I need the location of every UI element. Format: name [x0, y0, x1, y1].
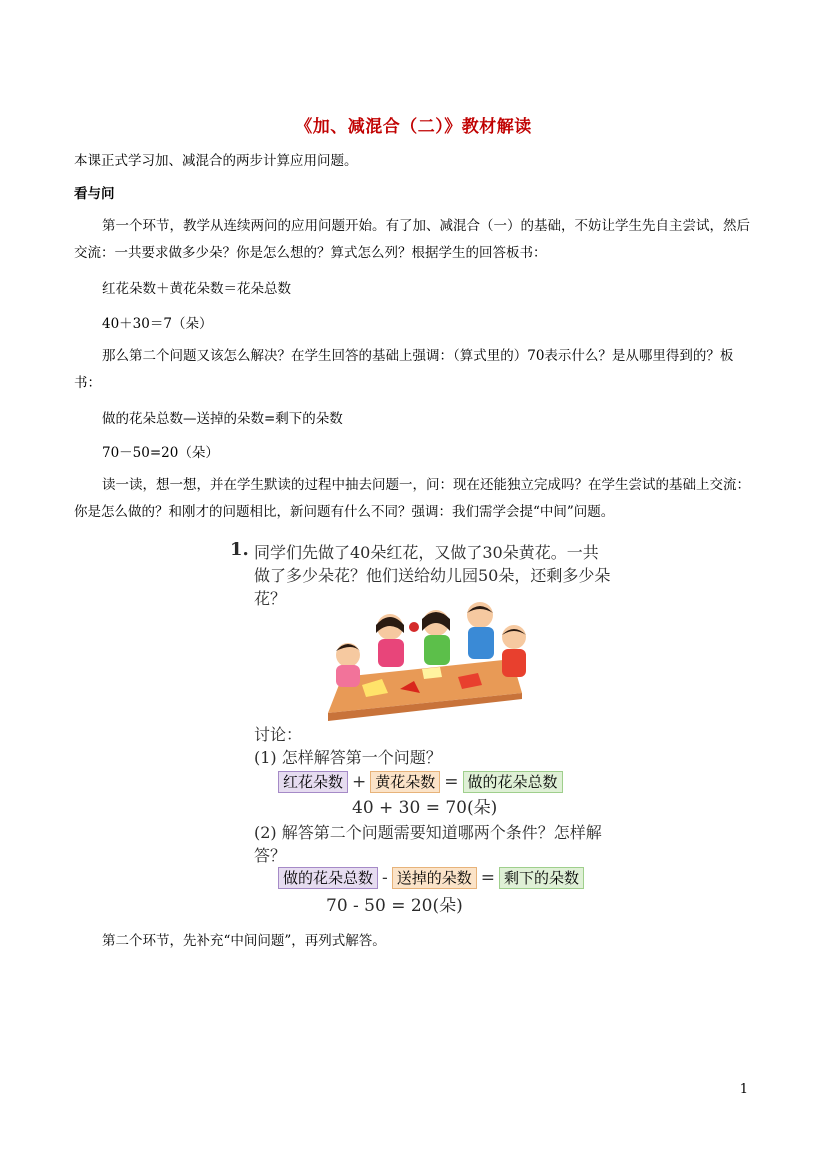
eq2-equals: = [480, 868, 496, 888]
eq1-term-total-flowers: 做的花朵总数 [463, 771, 563, 793]
paragraph-8: 第二个环节，先补充“中间问题”，再列式解答。 [102, 933, 386, 949]
eq2-minus: - [382, 868, 388, 888]
eq1-plus: + [352, 772, 367, 792]
page-number: 1 [739, 1082, 748, 1097]
eq1-term-red-flowers: 红花朵数 [278, 771, 348, 793]
calculation-1: 40 + 30 = 70(朵) [352, 798, 498, 818]
paragraph-5: 做的花朵总数—送掉的朵数=剩下的朵数 [102, 411, 343, 427]
eq2-term-given-away: 送掉的朵数 [392, 867, 477, 889]
paragraph-1: 第一个环节，教学从连续两问的应用问题开始。有了加、减混合（一）的基础，不妨让学生先自主尝试，然后交流：一共要求做多少朵？你是怎么想的？算式怎么列？根据学生的回答板书： [74, 218, 750, 261]
paragraph-3: 40＋30＝7（朵） [102, 316, 213, 332]
discuss-label: 讨论： [254, 725, 303, 744]
equation-2 [278, 867, 584, 889]
eq2-term-total-flowers: 做的花朵总数 [278, 867, 378, 889]
problem-text: 同学们先做了40朵红花，又做了30朵黄花。一共做了多少朵花？他们送给幼儿园50朵，还剩多少朵花？ [254, 543, 611, 608]
equation-1 [278, 771, 563, 793]
calculation-2: 70 - 50 = 20(朵) [326, 896, 463, 916]
question-2: (2) 解答第二个问题需要知道哪两个条件？怎样解答？ [254, 823, 602, 865]
problem-number: 1. [230, 539, 249, 560]
eq1-term-yellow-flowers: 黄花朵数 [370, 771, 440, 793]
section-heading: 看与问 [74, 186, 115, 202]
paragraph-2: 红花朵数＋黄花朵数＝花朵总数 [102, 281, 291, 297]
document-title: 《加、减混合（二）》教材解读 [295, 117, 532, 137]
paragraph-6: 70－50=20（朵） [102, 445, 219, 461]
children-table-illustration [322, 597, 532, 725]
textbook-figure [226, 537, 618, 923]
eq2-term-remaining: 剩下的朵数 [499, 867, 584, 889]
paragraph-7: 读一读，想一想，并在学生默读的过程中抽去问题一，问：现在还能独立完成吗？在学生尝试的基础上交流：你是怎么做的？和刚才的问题相比，新问题有什么不同？强调：我们需学会提“中间”问题。 [74, 477, 750, 520]
question-1: (1) 怎样解答第一个问题？ [254, 748, 442, 767]
paragraph-4: 那么第二个问题又该怎么解决？在学生回答的基础上强调：（算式里的）70表示什么？是从哪里得到的？板书： [74, 348, 734, 391]
eq1-equals: = [444, 772, 459, 792]
intro-paragraph: 本课正式学习加、减混合的两步计算应用问题。 [74, 153, 358, 169]
